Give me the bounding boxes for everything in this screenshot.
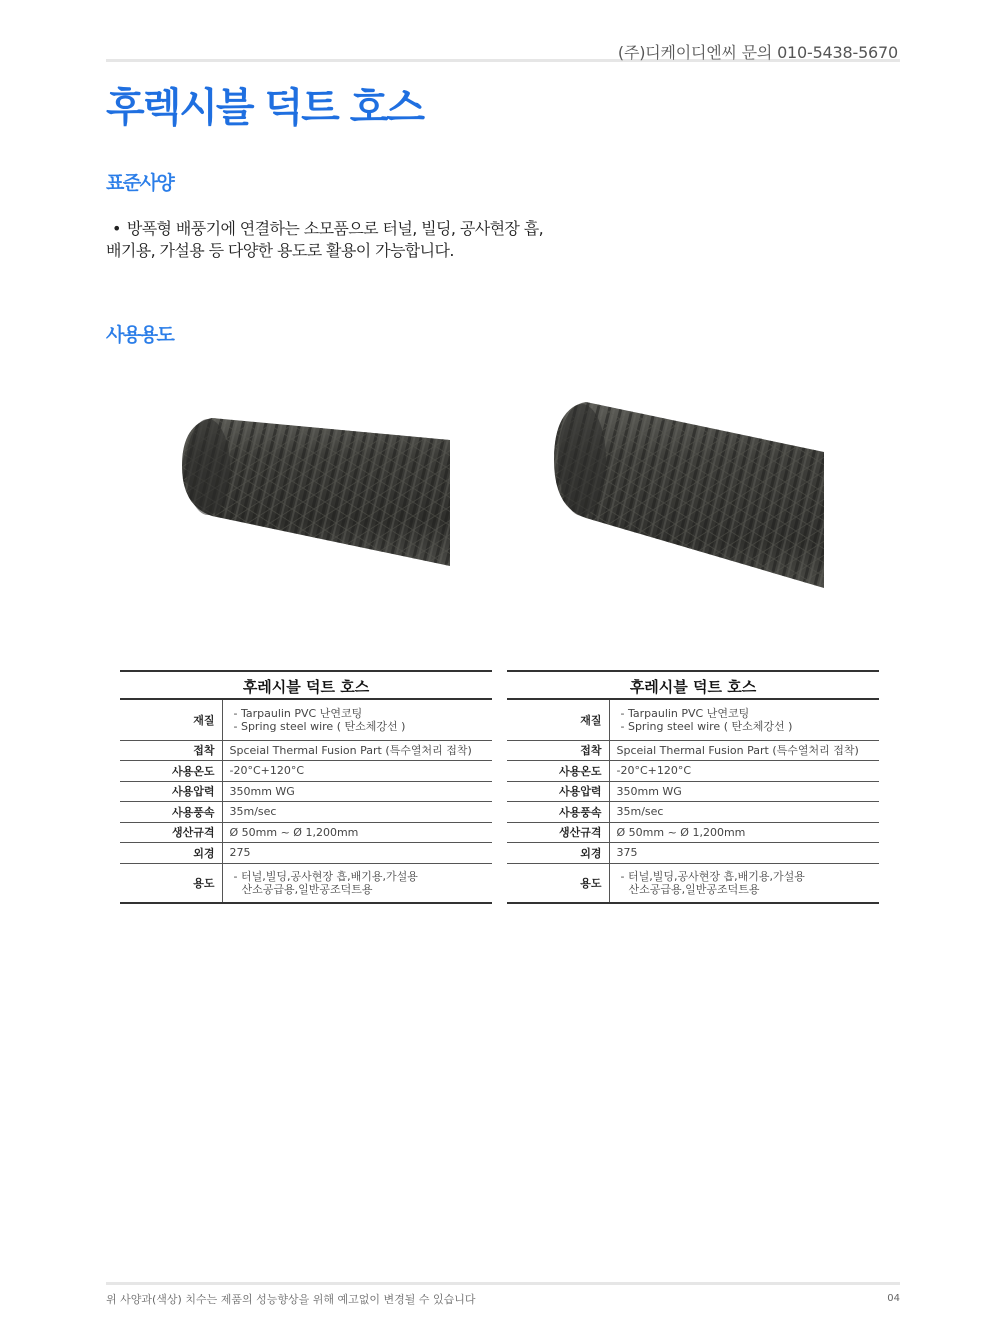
row-value-outer-diameter: 275 <box>222 843 492 864</box>
table-row <box>507 802 879 823</box>
spec-section-heading: 표준사양 <box>106 172 174 194</box>
footer-note: 위 사양과(색상) 치수는 제품의 성능향상을 위해 예고없이 변경될 수 있습니다 <box>106 1293 476 1306</box>
row-label-air-velocity: 사용풍속 <box>507 802 609 823</box>
row-label-pressure: 사용압력 <box>120 781 222 802</box>
row-value-size-range: Ø 50mm ~ Ø 1,200mm <box>609 822 879 843</box>
table-row <box>507 822 879 843</box>
row-label-bonding: 접착 <box>120 740 222 761</box>
spec-table-title: 후레시블 덕트 호스 <box>507 671 879 699</box>
row-value-pressure: 350mm WG <box>222 781 492 802</box>
table-row <box>507 761 879 782</box>
table-row <box>507 843 879 864</box>
table-row <box>120 740 492 761</box>
table-row <box>507 781 879 802</box>
table-row <box>507 863 879 903</box>
row-value-material: - Tarpaulin PVC 난연코팅 - Spring steel wire ( 탄소체강선 ) <box>222 699 492 740</box>
row-value-temperature: -20°C+120°C <box>222 761 492 782</box>
row-label-size-range: 생산규격 <box>507 822 609 843</box>
row-label-temperature: 사용온도 <box>507 761 609 782</box>
row-value-usage: - 터널,빌딩,공사현장 흡,배기용,가설용 산소공급용,일반공조덕트용 <box>222 863 492 903</box>
row-label-bonding: 접착 <box>507 740 609 761</box>
row-label-material: 재질 <box>120 699 222 740</box>
spec-table-title: 후레시블 덕트 호스 <box>120 671 492 699</box>
table-row <box>120 843 492 864</box>
row-label-size-range: 생산규격 <box>120 822 222 843</box>
row-value-size-range: Ø 50mm ~ Ø 1,200mm <box>222 822 492 843</box>
row-label-usage: 용도 <box>120 863 222 903</box>
duct-hose-image-1 <box>182 390 452 566</box>
row-value-bonding: Spceial Thermal Fusion Part (특수열처리 접착) <box>609 740 879 761</box>
spec-table-2 <box>507 670 879 904</box>
table-row <box>507 699 879 740</box>
row-value-material: - Tarpaulin PVC 난연코팅 - Spring steel wire ( 탄소체강선 ) <box>609 699 879 740</box>
bullet-icon: • <box>112 219 121 238</box>
row-label-usage: 용도 <box>507 863 609 903</box>
table-row <box>120 863 492 903</box>
table-row <box>120 781 492 802</box>
duct-hose-image-2 <box>554 398 826 588</box>
row-value-temperature: -20°C+120°C <box>609 761 879 782</box>
spec-table-1 <box>120 670 492 904</box>
row-value-air-velocity: 35m/sec <box>222 802 492 823</box>
table-row <box>120 802 492 823</box>
table-row <box>120 761 492 782</box>
spec-description-line-1: • 방폭형 배풍기에 연결하는 소모품으로 터널, 빌딩, 공사현장 흡, <box>112 219 544 238</box>
row-value-usage: - 터널,빌딩,공사현장 흡,배기용,가설용 산소공급용,일반공조덕트용 <box>609 863 879 903</box>
row-value-pressure: 350mm WG <box>609 781 879 802</box>
page-number: 04 <box>887 1293 900 1304</box>
table-row <box>120 699 492 740</box>
row-value-bonding: Spceial Thermal Fusion Part (특수열처리 접착) <box>222 740 492 761</box>
usage-section-heading: 사용용도 <box>106 324 174 346</box>
contact-info: (주)디케이디엔씨 문의 010-5438-5670 <box>617 43 898 62</box>
row-label-outer-diameter: 외경 <box>120 843 222 864</box>
page-title: 후렉시블 덕트 호스 <box>106 85 423 131</box>
row-label-temperature: 사용온도 <box>120 761 222 782</box>
spec-description-line-2: 배기용, 가설용 등 다양한 용도로 활용이 가능합니다. <box>106 241 454 260</box>
footer-divider <box>106 1282 900 1285</box>
row-value-air-velocity: 35m/sec <box>609 802 879 823</box>
row-label-air-velocity: 사용풍속 <box>120 802 222 823</box>
table-row <box>120 822 492 843</box>
row-label-material: 재질 <box>507 699 609 740</box>
row-label-pressure: 사용압력 <box>507 781 609 802</box>
spec-description <box>106 218 543 262</box>
row-label-outer-diameter: 외경 <box>507 843 609 864</box>
table-row <box>507 740 879 761</box>
row-value-outer-diameter: 375 <box>609 843 879 864</box>
